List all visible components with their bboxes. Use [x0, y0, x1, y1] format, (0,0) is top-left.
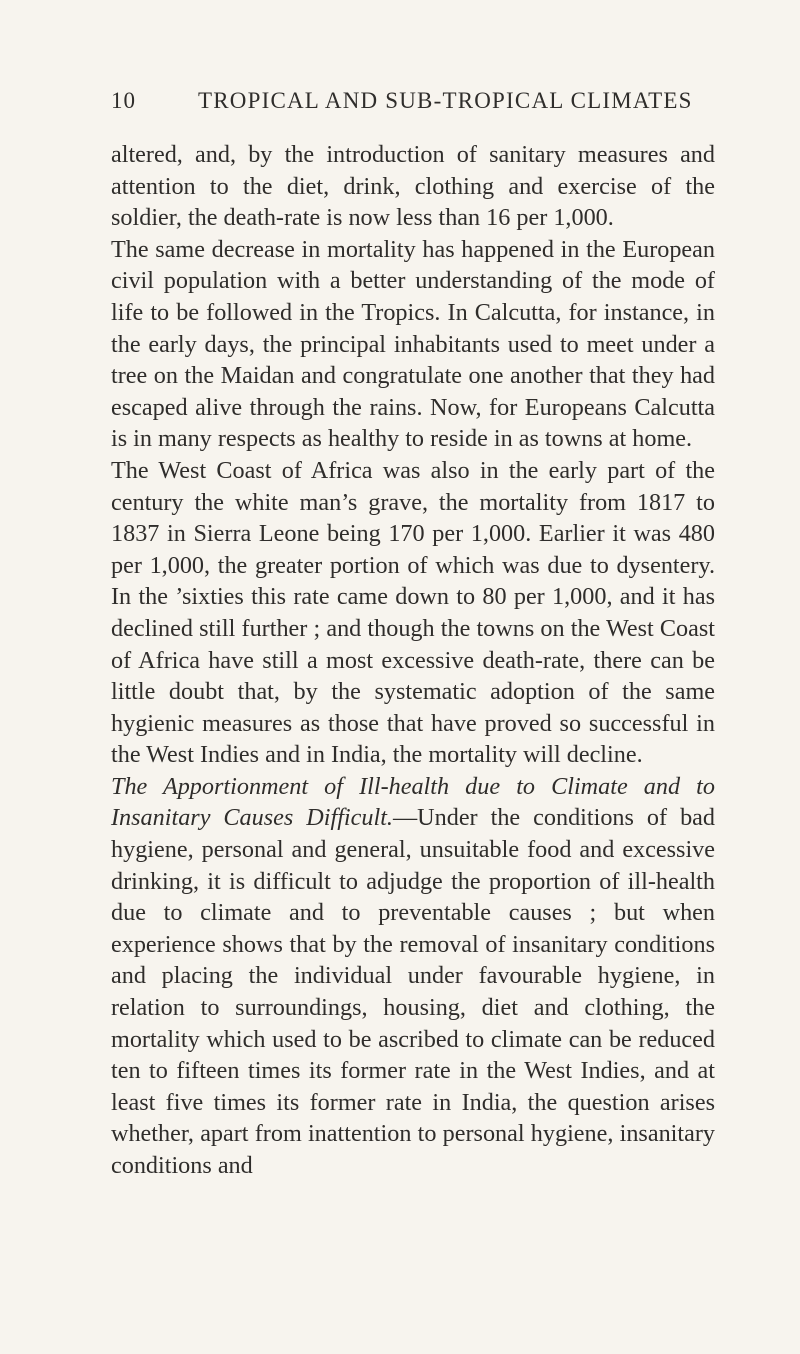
paragraph-calcutta — [111, 234, 715, 455]
paragraph-west-africa — [111, 455, 715, 771]
running-title: TROPICAL AND SUB-TROPICAL CLIMATES — [198, 88, 693, 113]
section-heading: The Apportionment of Ill-health due to Climate and to Insanitary Causes Difficult. — [111, 772, 715, 832]
paragraph-army-mortality — [111, 139, 715, 234]
paragraph-text: The West Coast of Africa was also in the early part of the century the white man’s grave, the mortality from 1817 to 1837 in Sierra Leone being 170 per 1,000. Earlier it was 480 per 1,000, the greater portion of which was due to dysentery. In the ’sixties this rate came down to 80 per 1,000, and it has declined still further ; and though the towns on the West Coast of Africa have still a most excessive death-rate, there can be little doubt that, by the systematic adoption of the same hygienic measures as those that have proved so successful in the West Indies and in India, the mortality will decline. — [111, 456, 715, 769]
paragraph-text: The same decrease in mortality has happened in the European civil population with a better understanding of the mode of life to be followed in the Tropics. In Calcutta, for instance, in the early days, the principal inhabitants used to meet under a tree on the Maidan and congratulate one another that they had escaped alive through the rains. Now, for Europeans Calcutta is in many respects as healthy to reside in as towns at home. — [111, 235, 715, 453]
paragraph-text: —Under the conditions of bad hygiene, personal and general, unsuitable food and excessive drinking, it is difficult to adjudge the proportion of ill-health due to climate and to preventable causes ; but when experience shows that by the removal of insanitary conditions and placing the individual under favourable hygiene, in relation to surroundings, housing, diet and clothing, the mortality which used to be ascribed to climate can be reduced ten to fifteen times its former rate in the West Indies, and at least five times its former rate in India, the question arises whether, apart from inattention to personal hygiene, insanitary conditions and — [111, 804, 716, 1179]
body-text — [111, 139, 715, 1182]
paragraph-apportionment — [111, 771, 715, 1182]
running-head — [0, 88, 800, 122]
page-number: 10 — [111, 88, 136, 113]
paragraph-text: altered, and, by the introduction of sanitary measures and attention to the diet, drink, clothing and exercise of the soldier, the death-rate is now less than 16 per 1,000. — [111, 141, 715, 232]
